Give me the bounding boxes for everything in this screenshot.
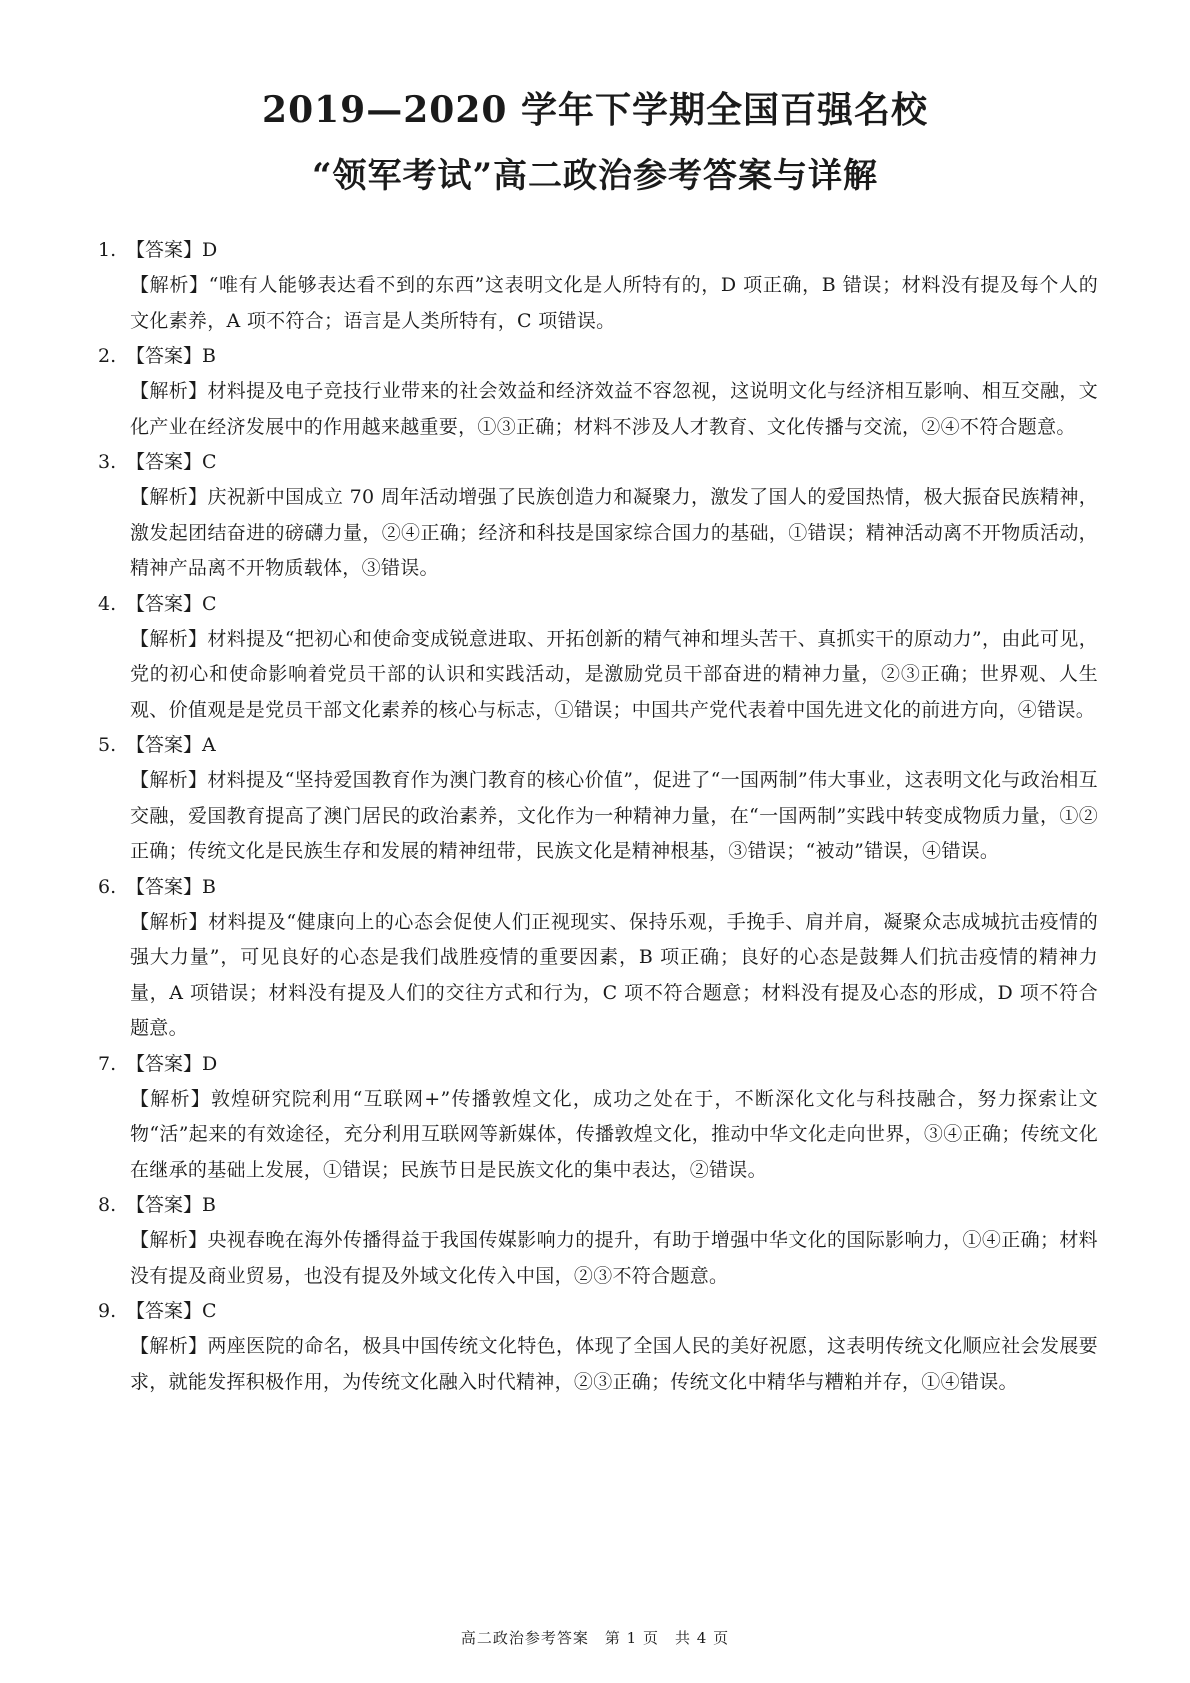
list-item (98, 870, 1098, 1047)
list-item (98, 1188, 1098, 1294)
question-number: 7. (98, 1052, 117, 1075)
answer-key: 【答案】C (126, 592, 217, 615)
question-number: 2. (98, 345, 117, 367)
answer-key: 【答案】D (126, 239, 218, 261)
list-item (98, 1294, 1098, 1400)
answer-line (98, 1294, 1098, 1329)
question-number: 9. (98, 1300, 117, 1322)
answer-key: 【答案】B (126, 875, 216, 898)
list-item (98, 587, 1098, 729)
answer-line (98, 233, 1098, 268)
answer-key: 【答案】A (126, 734, 216, 756)
answer-line (98, 1047, 1098, 1082)
title-block (0, 88, 1190, 198)
question-number: 6. (98, 875, 117, 898)
explanation-text: 【解析】央视春晚在海外传播得益于我国传媒影响力的提升，有助于增强中华文化的国际影响力，①④正确；材料没有提及商业贸易，也没有提及外域文化传入中国，②③不符合题意。 (130, 1229, 1098, 1287)
answer-key: 【答案】C (126, 451, 217, 473)
list-item (98, 445, 1098, 587)
answer-key: 【答案】D (126, 1052, 218, 1075)
answer-key: 【答案】B (126, 345, 216, 367)
answer-line (98, 587, 1098, 622)
question-number: 8. (98, 1194, 117, 1216)
explanation-text: 【解析】材料提及“健康向上的心态会促使人们正视现实、保持乐观，手挽手、肩并肩，凝聚众志成城抗击疫情的强大力量”，可见良好的心态是我们战胜疫情的重要因素，B 项正确；良好的心态是鼓舞人们抗击疫情的精神力量，A 项错误；材料没有提及人们的交往方式和行为，C 项不符合题意；材料没有提及心态的形成，D 项不符合题意。 (130, 910, 1098, 1039)
answer-line (98, 870, 1098, 905)
question-number: 3. (98, 451, 117, 473)
question-number: 4. (98, 592, 117, 615)
explanation-text: 【解析】材料提及“坚持爱国教育作为澳门教育的核心价值”，促进了“一国两制”伟大事业，这表明文化与政治相互交融，爱国教育提高了澳门居民的政治素养，文化作为一种精神力量，在“一国两制”实践中转变成物质力量，①②正确；传统文化是民族生存和发展的精神纽带，民族文化是精神根基，③错误；“被动”错误，④错误。 (130, 769, 1098, 862)
answer-line (98, 1188, 1098, 1223)
explanation-text: 【解析】庆祝新中国成立 70 周年活动增强了民族创造力和凝聚力，激发了国人的爱国热情，极大振奋民族精神，激发起团结奋进的磅礴力量，②④正确；经济和科技是国家综合国力的基础，①错误；精神活动离不开物质活动，精神产品离不开物质载体，③错误。 (130, 486, 1098, 579)
answer-line (98, 728, 1098, 763)
page-subtitle: “领军考试”高二政治参考答案与详解 (311, 156, 879, 196)
question-number: 5. (98, 734, 117, 756)
page-title: 2019—2020 学年下学期全国百强名校 (262, 89, 928, 131)
answer-key: 【答案】C (126, 1300, 217, 1322)
answer-list (98, 233, 1098, 1400)
page-footer: 高二政治参考答案 第 1 页 共 4 页 (460, 1629, 730, 1647)
list-item (98, 339, 1098, 445)
explanation-text: 【解析】材料提及“把初心和使命变成锐意进取、开拓创新的精气神和埋头苦干、真抓实干的原动力”，由此可见，党的初心和使命影响着党员干部的认识和实践活动，是激励党员干部奋进的精神力量，②③正确；世界观、人生观、价值观是是党员干部文化素养的核心与标志，①错误；中国共产党代表着中国先进文化的前进方向，④错误。 (130, 627, 1098, 721)
explanation-text: 【解析】“唯有人能够表达看不到的东西”这表明文化是人所特有的，D 项正确，B 错误；材料没有提及每个人的文化素养，A 项不符合；语言是人类所特有，C 项错误。 (130, 274, 1098, 332)
explanation-text: 【解析】材料提及电子竞技行业带来的社会效益和经济效益不容忽视，这说明文化与经济相互影响、相互交融，文化产业在经济发展中的作用越来越重要，①③正确；材料不涉及人才教育、文化传播与交流，②④不符合题意。 (130, 380, 1098, 438)
explanation-text: 【解析】两座医院的命名，极具中国传统文化特色，体现了全国人民的美好祝愿，这表明传统文化顺应社会发展要求，就能发挥积极作用，为传统文化融入时代精神，②③正确；传统文化中精华与糟粕并存，①④错误。 (130, 1335, 1098, 1393)
question-number: 1. (98, 239, 117, 261)
list-item (98, 1047, 1098, 1189)
explanation-text: 【解析】敦煌研究院利用“互联网+”传播敦煌文化，成功之处在于，不断深化文化与科技融合，努力探索让文物“活”起来的有效途径，充分利用互联网等新媒体，传播敦煌文化，推动中华文化走向世界，③④正确；传统文化在继承的基础上发展，①错误；民族节日是民族文化的集中表达，②错误。 (130, 1087, 1098, 1181)
answer-key: 【答案】B (126, 1194, 216, 1216)
answer-line (98, 339, 1098, 374)
list-item (98, 728, 1098, 870)
answer-line (98, 445, 1098, 480)
list-item (98, 233, 1098, 339)
